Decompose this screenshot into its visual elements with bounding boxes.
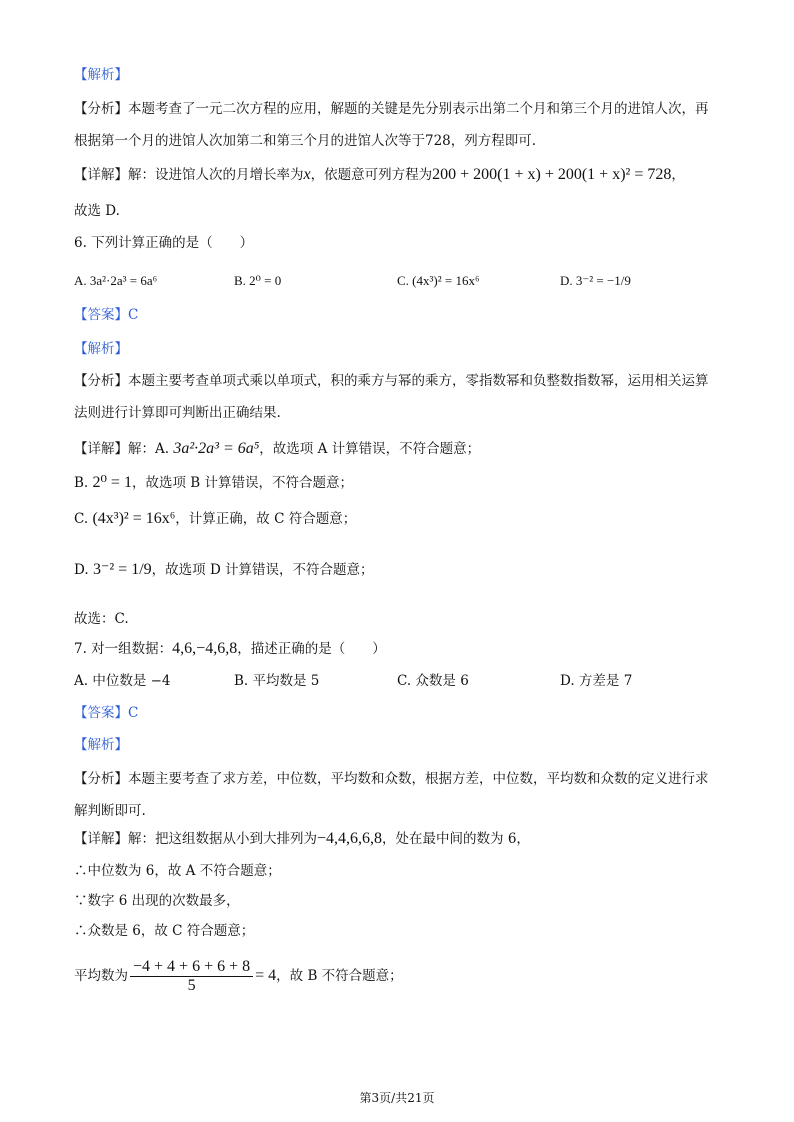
q7-prefix: 7. 对一组数据：	[74, 641, 173, 657]
detail-7-a-data: −4,4,6,6,8	[317, 830, 383, 847]
question-7-stem	[74, 640, 386, 658]
detail-6-c-suffix: ，计算正确，故 C 符合题意；	[175, 511, 357, 527]
q6-option-d: D. 3⁻² = −1/9	[560, 273, 631, 288]
detail-6-d-eq: 3⁻² = 1/9	[92, 561, 152, 578]
detail-6-d-prefix: D.	[74, 562, 89, 578]
q7-option-c: C. 众数是 6	[397, 673, 469, 689]
detail-6-c-prefix: C.	[74, 511, 89, 527]
detail-6-b-prefix: B.	[74, 475, 89, 491]
analysis-7-line-2: 解判断即可.	[74, 803, 146, 819]
equation: 200 + 200(1 + x) + 200(1 + x)² = 728	[432, 166, 672, 183]
mean-prefix: 平均数为	[74, 968, 128, 984]
detail-6-a-eq: 3a²·2a³ = 6a⁵	[173, 440, 260, 457]
detail-6-c-eq: (4x³)² = 16x⁶	[92, 510, 176, 527]
detail-6-a-suffix: ，故选项 A 计算错误，不符合题意；	[259, 441, 481, 457]
detail-6-a-prefix: 【详解】解：A.	[74, 441, 170, 457]
detail-7-c: ∵数字 6 出现的次数最多，	[74, 893, 240, 909]
analysis-6-line-2: 法则进行计算即可判断出正确结果.	[74, 405, 281, 421]
detail-line: 【详解】解：设进馆人次的月增长率为x，依题意可列方程为200 + 200(1 + x) + 200(1 + x)² = 728，	[74, 166, 685, 183]
analysis-line-1: 【分析】本题考查了一元二次方程的应用，解题的关键是先分别表示出第二个月和第三个月的进馆人次，再	[74, 101, 709, 117]
detail-7-e	[74, 958, 403, 995]
section-label-jiexi: 【解析】	[74, 67, 128, 83]
q7-data: 4,6,−4,6,8	[172, 640, 238, 657]
mean-numerator: −4 + 4 + 6 + 6 + 8	[130, 958, 253, 977]
analysis-line-2: 根据第一个月的进馆人次加第二和第三个月的进馆人次等于728，列方程即可.	[74, 133, 537, 149]
answer-6: 【答案】C	[74, 307, 139, 323]
detail-6-b-eq: 2⁰ = 1	[92, 474, 132, 491]
q7-option-d: D. 方差是 7	[560, 673, 633, 689]
section-label-jiexi-6: 【解析】	[74, 341, 128, 357]
q7-suffix: ，描述正确的是（ ）	[237, 641, 386, 657]
detail-6-b-suffix: ，故选项 B 计算错误，不符合题意；	[131, 475, 353, 491]
detail-6-d	[74, 561, 374, 579]
detail-7-d: ∴众数是 6，故 C 符合题意；	[74, 923, 255, 939]
conclusion-line: 故选 D.	[74, 203, 120, 219]
analysis-7-line-1: 【分析】本题主要考查了求方差，中位数，平均数和众数，根据方差，中位数，平均数和众数的定义进行求	[74, 771, 709, 787]
analysis-6-line-1: 【分析】本题主要考查单项式乘以单项式，积的乘方与幂的乘方，零指数幂和负整数指数幂，运用相关运算	[74, 373, 709, 389]
q7-option-b: B. 平均数是 5	[234, 673, 320, 689]
section-label-jiexi-7: 【解析】	[74, 737, 128, 753]
choose-6: 故选：C.	[74, 611, 129, 627]
mean-fraction	[130, 958, 253, 995]
page-footer: 第3页/共21页	[359, 1091, 435, 1105]
q6-option-b: B. 2⁰ = 0	[234, 273, 282, 288]
detail-middle: ，依题意可列方程为	[310, 167, 433, 183]
detail-7-a	[74, 830, 530, 848]
detail-6-d-suffix: ，故选项 D 计算错误，不符合题意；	[151, 562, 374, 578]
detail-6-c	[74, 510, 356, 528]
detail-7-b: ∴中位数为 6，故 A 不符合题意；	[74, 863, 281, 879]
detail-6-b	[74, 474, 353, 492]
detail-prefix: 【详解】解：设进馆人次的月增长率为	[74, 167, 304, 183]
variable-x: x	[303, 166, 311, 183]
answer-7: 【答案】C	[74, 705, 139, 721]
question-6-stem: 6. 下列计算正确的是（ ）	[74, 235, 254, 251]
detail-7-a-prefix: 【详解】解：把这组数据从小到大排列为	[74, 831, 317, 847]
detail-6-a	[74, 440, 480, 458]
mean-result: = 4	[255, 967, 277, 984]
mean-suffix: ，故 B 不符合题意；	[276, 968, 403, 984]
q6-option-c: C. (4x³)² = 16x⁶	[397, 273, 480, 288]
mean-denominator: 5	[187, 977, 196, 994]
q7-option-a: A. 中位数是 −4	[74, 673, 171, 689]
detail-7-a-suffix: ，处在最中间的数为 6，	[382, 831, 530, 847]
q6-option-a: A. 3a²·2a³ = 6a⁶	[74, 273, 158, 288]
